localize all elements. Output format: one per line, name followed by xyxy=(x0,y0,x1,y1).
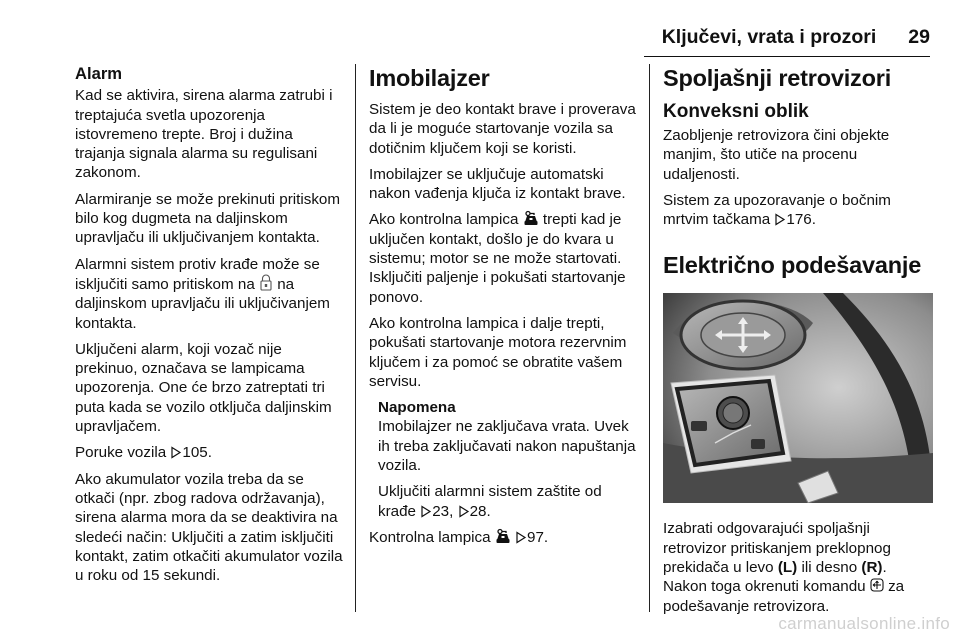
note-paragraph: Imobilajzer ne zaključava vrata. Uvek ih treba zaključavati nakon napuštanja vozila. xyxy=(378,418,636,475)
paragraph: Alarmiranje se može prekinuti pritiskom bilo kog dugmeta na daljinskom upravljaču ili uključivanjem kontakta. xyxy=(75,190,341,247)
column-divider xyxy=(355,64,356,612)
page-reference[interactable]: 28. xyxy=(469,502,491,520)
paragraph: Izabrati odgovarajući spoljašnji retrovizor pritiskanjem preklopnog prekidača u levo (L) ili desno (R). Nakon toga okrenuti komandu za podešavanje retrovizora. xyxy=(663,520,905,615)
section-heading-mirrors: Spoljašnji retrovizori xyxy=(663,65,892,91)
column-immobilizer xyxy=(369,64,637,554)
paragraph: Ako kontrolna lampica i dalje trepti, pokušati startovanje motora rezervnim ključem i za pomoć se obratite vašem servisu. xyxy=(369,314,627,390)
page-reference[interactable]: 105. xyxy=(182,444,212,462)
paragraph: Zaobljenje retrovizora čini objekte manjim, što utiče na procenu udaljenosti. xyxy=(663,127,890,183)
page-reference-icon xyxy=(420,505,432,518)
page-reference-icon xyxy=(458,505,470,518)
page-reference-icon xyxy=(515,531,527,544)
page-reference[interactable]: 176. xyxy=(786,211,816,229)
section-heading-alarm: Alarm xyxy=(75,64,123,83)
mirror-adjust-icon xyxy=(870,577,884,593)
immobilizer-warning-icon xyxy=(523,210,539,226)
page-reference[interactable]: 23, xyxy=(432,502,458,520)
note-box xyxy=(378,398,637,521)
column-divider xyxy=(649,64,650,612)
paragraph: Uključeni alarm, koji vozač nije prekinuo, označava se lampicama upozorenja. One će brzo zatreptati tri puta kada se vozilo otključa daljinskim upravljačem. xyxy=(75,340,332,436)
note-heading: Napomena xyxy=(378,399,456,417)
paragraph: Alarmni sistem protiv krađe može se isključiti samo pritiskom na na daljinskom upravljaču ili uključivanjem kontakta. xyxy=(75,255,330,332)
paragraph: Ako kontrolna lampica trepti kad je uključen kontakt, došlo je do kvara u sistemu; motor se ne može startovati. Isključiti paljenje i pokušati startovanje ponovo. xyxy=(369,211,626,306)
note-paragraph: Uključiti alarmni sistem zaštite od krađe 23, 28. xyxy=(378,483,602,520)
watermark: carmanualsonline.info xyxy=(778,614,950,633)
page-reference-icon xyxy=(170,446,182,459)
paragraph: Sistem je deo kontakt brave i proverava da li je moguće startovanje vozila sa dotičnim ključem koji se koristi. xyxy=(369,101,636,157)
lock-icon xyxy=(259,274,273,291)
paragraph: Sistem za upozoravanje o bočnim mrtvim tačkama 176. xyxy=(663,191,891,229)
subheading-convex: Konveksni oblik xyxy=(663,101,809,122)
mirror-control-photo xyxy=(663,293,933,503)
subheading-electric: Električno podešavanje xyxy=(663,252,922,279)
header-rule xyxy=(644,56,930,57)
section-heading-immobilizer: Imobilajzer xyxy=(369,65,490,91)
chapter-title: Ključevi, vrata i prozori xyxy=(661,26,877,48)
page-reference-icon xyxy=(774,213,786,226)
paragraph: Kad se aktivira, sirena alarma zatrubi i treptajuća svetla upozorenja istovremeno trepte. Broj i dužina trajanja signala alarma su regulisani zakonom. xyxy=(75,87,333,182)
page-header xyxy=(640,26,930,56)
paragraph: Imobilajzer se uključuje automatski nakon vađenja ključa iz kontakt brave. xyxy=(369,165,626,203)
paragraph: Poruke vozila 105. xyxy=(75,444,212,462)
paragraph: Ako akumulator vozila treba da se otkači (npr. zbog radova održavanja), sirena alarma mora da se deaktivira na sledeći način: Uključiti a zatim isključiti kontakt, zatim otkačiti akumulator vozila u roku od 15 sekundi. xyxy=(75,470,343,585)
column-alarm xyxy=(75,64,343,592)
paragraph: Kontrolna lampica 97. xyxy=(369,528,549,546)
column-mirrors xyxy=(663,64,933,623)
page-number: 29 xyxy=(908,26,930,48)
immobilizer-warning-icon xyxy=(495,528,511,544)
page-reference[interactable]: 97. xyxy=(527,528,549,546)
